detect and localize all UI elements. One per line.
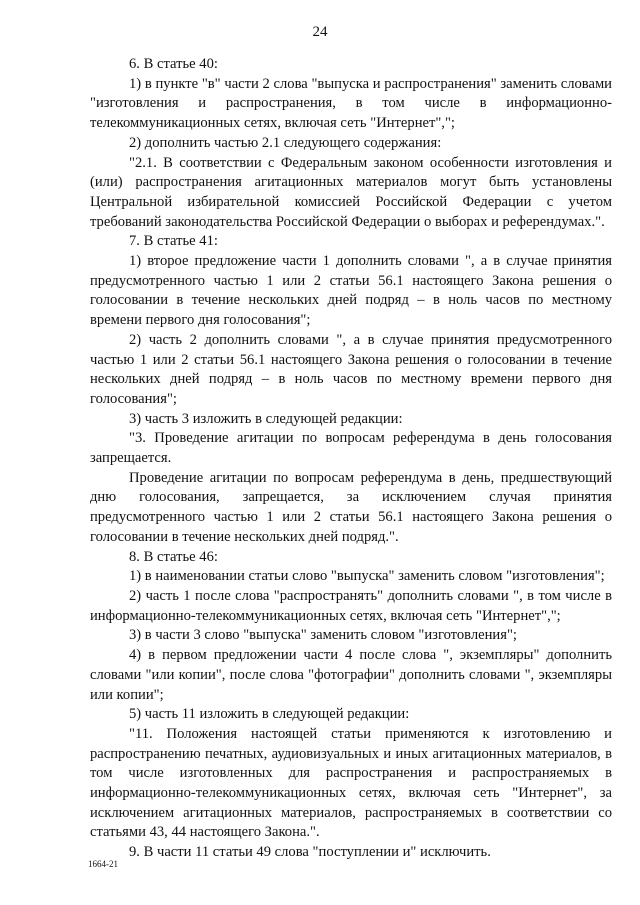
paragraph: "11. Положения настоящей статьи применяются к изготовлению и распространению печатных, аудиовизуальных и иных агитационных материалов, в том числе изготовленных для распространения и распространяемых в информационно-телекоммуникационных сетях, включая сеть "Интернет", за исключением агитационных материалов, распространяемых в соответствии со статьями 43, 44 настоящего Закона.".	[90, 725, 612, 841]
paragraph: 6. В статье 40:	[129, 56, 218, 72]
paragraph: 1) в пункте "в" части 2 слова "выпуска и распространения" заменить словами "изготовления и распространения, в том числе в информационно-телекоммуникационных сетях, включая сеть "Интернет",";	[90, 75, 612, 132]
paragraph: 7. В статье 41:	[129, 233, 218, 250]
paragraph: "3. Проведение агитации по вопросам референдума в день голосования запрещается.	[90, 430, 612, 467]
paragraph: Проведение агитации по вопросам референдума в день, предшествующий дню голосования, запрещается, за исключением случая принятия предусмотренного частью 1 или 2 статьи 56.1 настоящего Закона решения о голосовании в течение нескольких дней подряд.".	[90, 469, 612, 545]
paragraph: 2) дополнить частью 2.1 следующего содержания:	[129, 134, 442, 151]
paragraph: 3) часть 3 изложить в следующей редакции:	[129, 410, 403, 427]
document-body	[90, 55, 612, 863]
paragraph: 1) второе предложение части 1 дополнить словами ", а в случае принятия предусмотренного частью 1 или 2 статьи 56.1 настоящего Закона решения о голосовании в течение нескольких дней подряд – в ноль часов по местному времени первого дня голосования";	[90, 253, 612, 329]
paragraph: 8. В статье 46:	[129, 548, 218, 565]
paragraph: 2) часть 1 после слова "распространять" дополнить словами ", в том числе в информационно-телекоммуникационных сетях, включая сеть "Интернет",";	[90, 587, 612, 624]
paragraph: 9. В части 11 статьи 49 слова "поступлении и" исключить.	[129, 844, 491, 861]
paragraph: "2.1. В соответствии с Федеральным законом особенности изготовления и (или) распространения агитационных материалов могут быть установлены Центральной избирательной комиссией Российской Федерации с учетом требований законодательства Российской Федерации о выборах и референдумах.".	[90, 154, 612, 230]
document-code: 1664-21	[88, 859, 118, 869]
paragraph: 1) в наименовании статьи слово "выпуска" заменить словом "изготовления";	[129, 568, 605, 585]
paragraph: 2) часть 2 дополнить словами ", а в случае принятия предусмотренного частью 1 или 2 статьи 56.1 настоящего Закона решения о голосовании в течение нескольких дней подряд – в ноль часов по местному времени первого дня голосования";	[90, 331, 612, 407]
paragraph: 5) часть 11 изложить в следующей редакции:	[129, 706, 410, 723]
paragraph: 4) в первом предложении части 4 после слова ", экземпляры" дополнить словами "или копии", после слова "фотографии" дополнить словами ", экземпляры или копии";	[90, 647, 612, 703]
paragraph: 3) в части 3 слово "выпуска" заменить словом "изготовления";	[129, 627, 517, 644]
page-number: 24	[312, 24, 328, 40]
